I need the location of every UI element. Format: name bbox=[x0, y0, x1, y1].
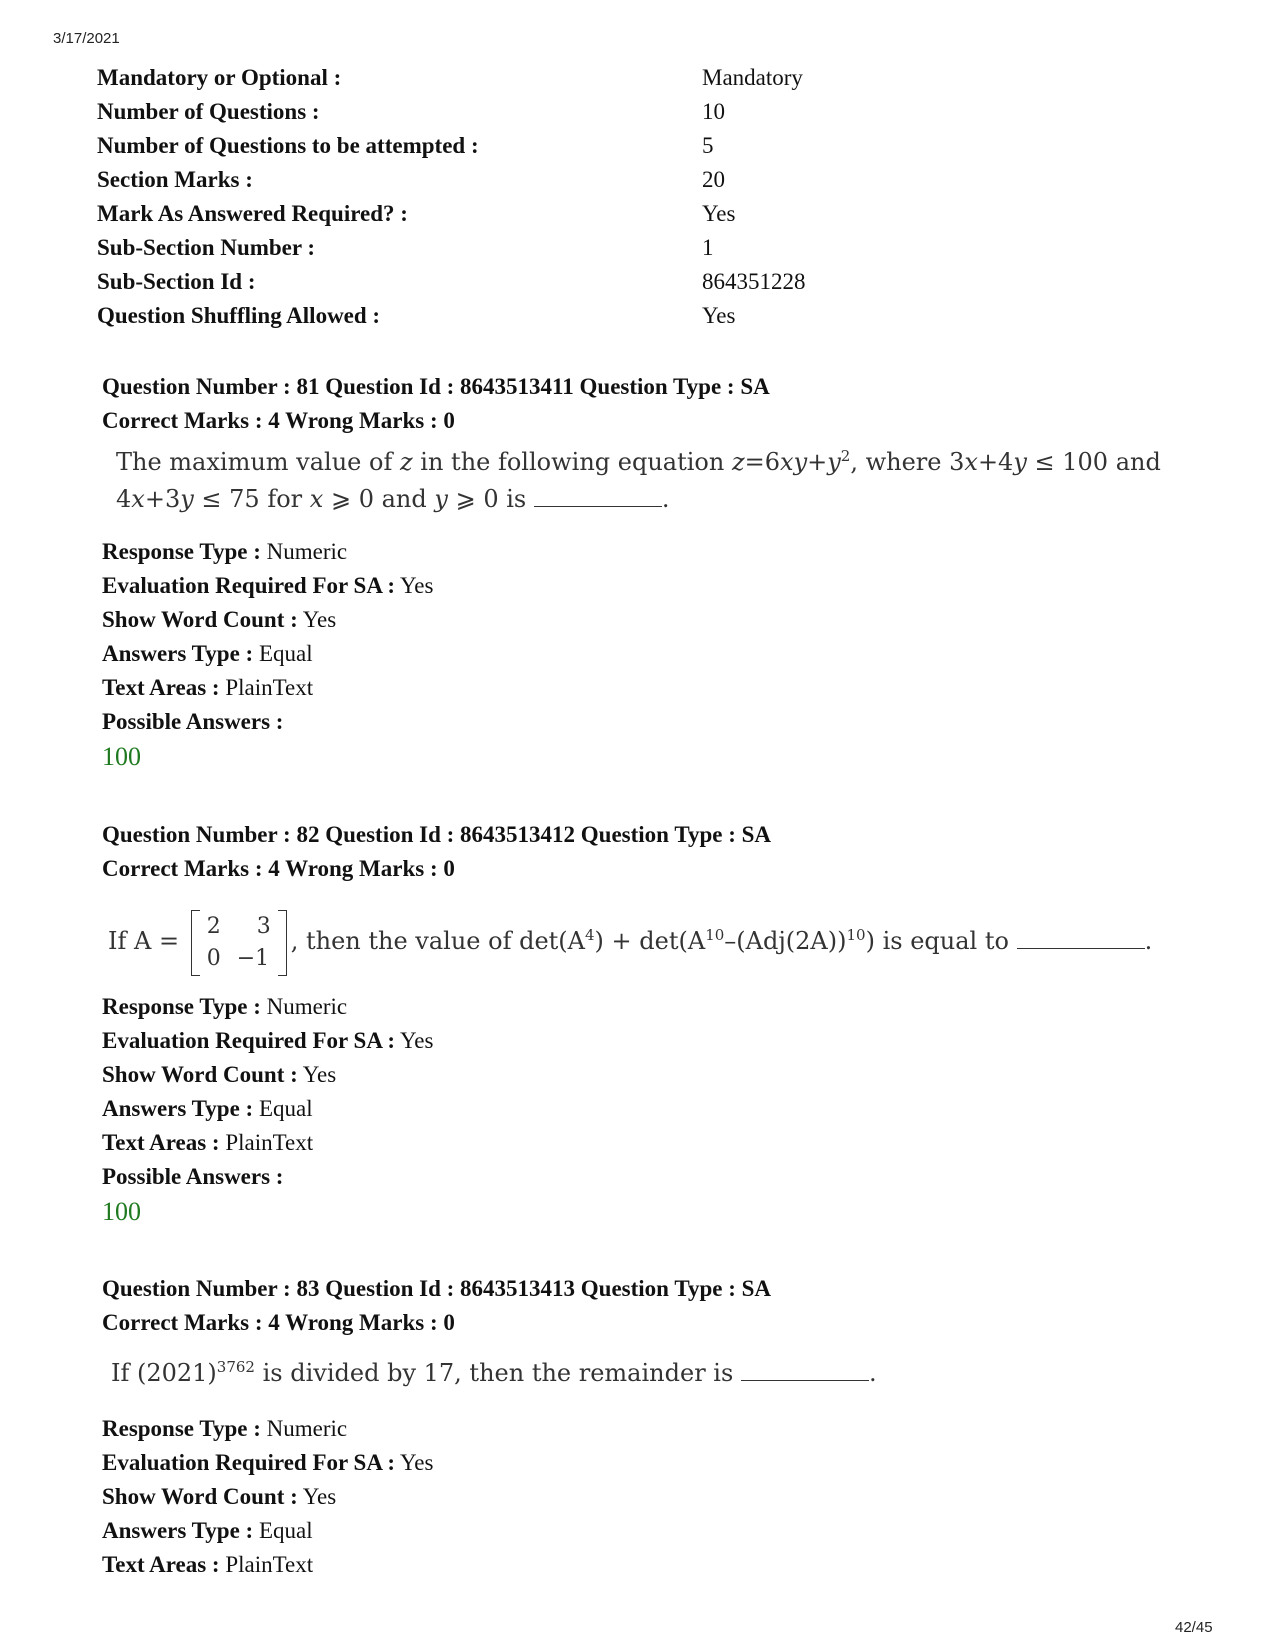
marks-line: Correct Marks : 4 Wrong Marks : 0 bbox=[102, 856, 455, 881]
detail-row: Text Areas : PlainText bbox=[102, 1552, 314, 1577]
meta-label: Number of Questions to be attempted : bbox=[97, 133, 479, 158]
section-meta-table bbox=[97, 61, 806, 333]
marks-line: Correct Marks : 4 Wrong Marks : 0 bbox=[102, 408, 455, 433]
meta-value: 10 bbox=[702, 99, 725, 124]
question-83-details bbox=[102, 1412, 433, 1582]
meta-label: Sub-Section Number : bbox=[97, 235, 316, 260]
detail-row: Evaluation Required For SA : Yes bbox=[102, 573, 434, 598]
possible-answer-value: 100 bbox=[102, 1197, 141, 1226]
question-81-details bbox=[102, 535, 433, 775]
statement-line: The maximum value of z in the following equation $z=6xy+y^2$, where 3x+4y ≤ 100 and bbox=[116, 447, 1161, 476]
question-83-header bbox=[102, 1272, 771, 1340]
detail-row: Answers Type : Equal bbox=[102, 641, 313, 666]
meta-row bbox=[97, 129, 806, 163]
meta-label: Mark As Answered Required? : bbox=[97, 201, 408, 226]
question-82-header bbox=[102, 818, 771, 886]
meta-row bbox=[97, 95, 806, 129]
answer-blank bbox=[1017, 930, 1145, 949]
matrix-a bbox=[191, 910, 287, 976]
question-id-line: Question Number : 83 Question Id : 8643513413 Question Type : SA bbox=[102, 1276, 772, 1301]
meta-value: 864351228 bbox=[702, 269, 806, 294]
meta-value: 1 bbox=[702, 235, 714, 260]
detail-row: Response Type : Numeric bbox=[102, 539, 348, 564]
meta-value: Yes bbox=[702, 303, 736, 328]
detail-row: Response Type : Numeric bbox=[102, 994, 348, 1019]
detail-row: Answers Type : Equal bbox=[102, 1518, 313, 1543]
possible-answer-value: 100 bbox=[102, 742, 141, 771]
meta-row bbox=[97, 163, 806, 197]
detail-row: Text Areas : PlainText bbox=[102, 1130, 314, 1155]
meta-value: Mandatory bbox=[702, 65, 803, 90]
statement-line: 4x+3y ≤ 75 for x ⩾ 0 and y ⩾ 0 is . bbox=[116, 485, 670, 513]
meta-label: Section Marks : bbox=[97, 167, 253, 192]
meta-value: 5 bbox=[702, 133, 714, 158]
question-82-statement: If A = 2 3 0 −1 , then the value of $\det(A^4) + \det(A^{10}-(Adj(2A))^{10})$ is equal to . bbox=[108, 900, 1152, 970]
question-id-line: Question Number : 81 Question Id : 8643513411 Question Type : SA bbox=[102, 374, 770, 399]
matrix-cell: −1 bbox=[236, 945, 270, 971]
question-83-statement: If $(2021)^{3762}$ is divided by 17, then the remainder is . bbox=[111, 1358, 877, 1387]
matrix-bracket-right bbox=[278, 910, 287, 976]
matrix-bracket-left bbox=[191, 910, 200, 976]
detail-row: Show Word Count : Yes bbox=[102, 1062, 337, 1087]
meta-label: Mandatory or Optional : bbox=[97, 65, 342, 90]
question-id-line: Question Number : 82 Question Id : 8643513412 Question Type : SA bbox=[102, 822, 772, 847]
meta-row bbox=[97, 197, 806, 231]
meta-label: Question Shuffling Allowed : bbox=[97, 303, 381, 328]
page-number: 42/45 bbox=[1175, 1619, 1213, 1636]
question-81-header bbox=[102, 370, 770, 438]
question-81-statement bbox=[116, 447, 1161, 523]
detail-row: Response Type : Numeric bbox=[102, 1416, 348, 1441]
matrix-cell: 0 bbox=[206, 945, 221, 971]
detail-row: Answers Type : Equal bbox=[102, 1096, 313, 1121]
detail-row: Evaluation Required For SA : Yes bbox=[102, 1028, 434, 1053]
meta-row bbox=[97, 231, 806, 265]
detail-row: Show Word Count : Yes bbox=[102, 607, 337, 632]
meta-row bbox=[97, 265, 806, 299]
matrix-cell: 2 bbox=[206, 913, 221, 939]
meta-label: Sub-Section Id : bbox=[97, 269, 256, 294]
detail-row: Show Word Count : Yes bbox=[102, 1484, 337, 1509]
meta-value: Yes bbox=[702, 201, 736, 226]
marks-line: Correct Marks : 4 Wrong Marks : 0 bbox=[102, 1310, 455, 1335]
print-date: 3/17/2021 bbox=[53, 30, 120, 47]
possible-answers-label: Possible Answers : bbox=[102, 709, 284, 734]
possible-answers-label: Possible Answers : bbox=[102, 1164, 284, 1189]
meta-label: Number of Questions : bbox=[97, 99, 320, 124]
detail-row: Text Areas : PlainText bbox=[102, 675, 314, 700]
answer-blank bbox=[741, 1362, 869, 1381]
meta-row bbox=[97, 61, 806, 95]
meta-value: 20 bbox=[702, 167, 725, 192]
meta-row bbox=[97, 299, 806, 333]
matrix-cell: 3 bbox=[256, 913, 271, 939]
answer-blank bbox=[534, 488, 662, 507]
question-82-details bbox=[102, 990, 433, 1230]
detail-row: Evaluation Required For SA : Yes bbox=[102, 1450, 434, 1475]
